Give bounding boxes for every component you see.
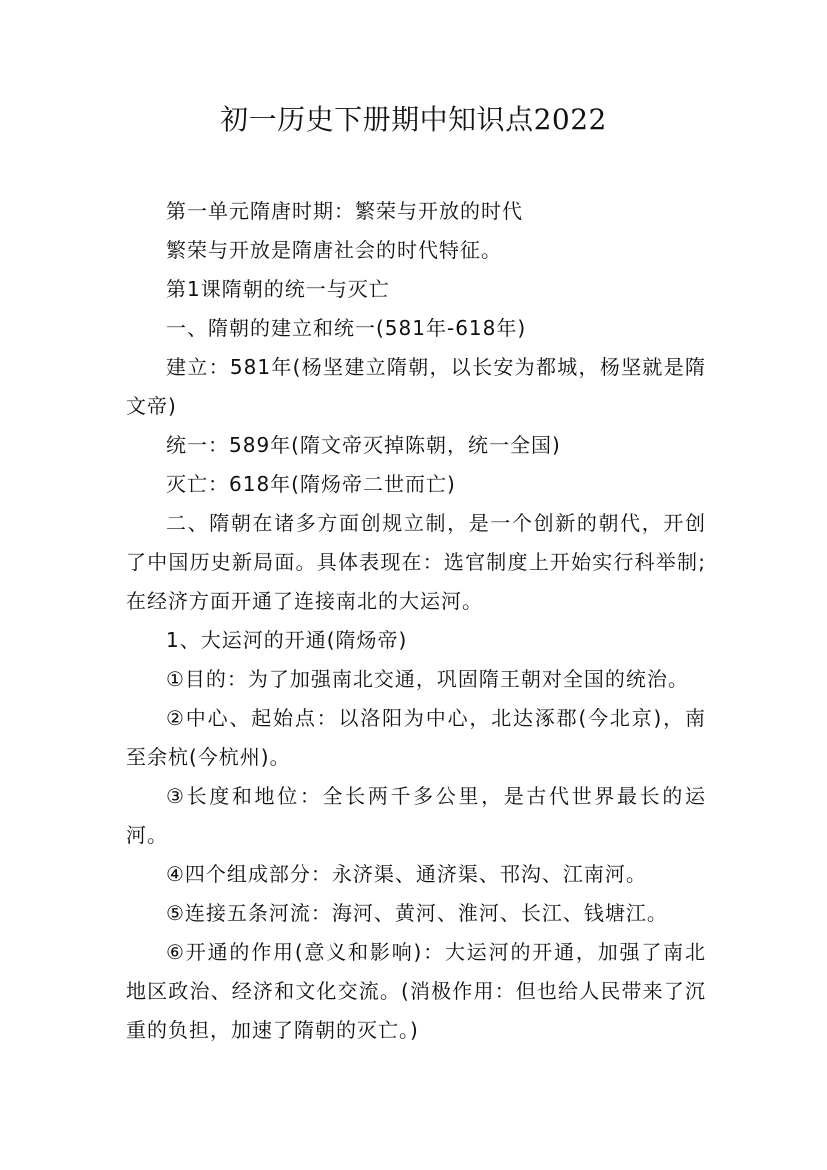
paragraph-five-rivers: ⑤连接五条河流：海河、黄河、淮河、长江、钱塘江。 xyxy=(166,901,668,925)
paragraph-purpose: ①目的：为了加强南北交通，巩固隋王朝对全国的统治。 xyxy=(166,667,689,691)
document-title: 初一历史下册期中知识点2022 xyxy=(220,103,607,136)
document-body xyxy=(126,192,706,1050)
paragraph-establishment: 建立：581年(杨坚建立隋朝，以长安为都城，杨坚就是隋文帝) xyxy=(126,355,706,418)
paragraph-section-two: 二、隋朝在诸多方面创规立制，是一个创新的朝代，开创了中国历史新局面。具体表现在：选官制度上开始实行科举制;在经济方面开通了连接南北的大运河。 xyxy=(126,511,706,613)
paragraph-significance: ⑥开通的作用(意义和影响)：大运河的开通，加强了南北地区政治、经济和文化交流。(消极作用：但也给人民带来了沉重的负担，加速了隋朝的灭亡。) xyxy=(126,940,706,1042)
paragraph-unit-feature: 繁荣与开放是隋唐社会的时代特征。 xyxy=(166,238,502,262)
paragraph-center-endpoints: ②中心、起始点：以洛阳为中心，北达涿郡(今北京)，南至余杭(今杭州)。 xyxy=(126,706,706,769)
paragraph-unification: 统一：589年(隋文帝灭掉陈朝，统一全国) xyxy=(166,433,561,457)
paragraph-grand-canal-heading: 1、大运河的开通(隋炀帝) xyxy=(166,628,408,652)
paragraph-lesson-heading: 第1课隋朝的统一与灭亡 xyxy=(166,277,390,301)
paragraph-length-status: ③长度和地位：全长两千多公里，是古代世界最长的运河。 xyxy=(126,784,706,847)
paragraph-section-one: 一、隋朝的建立和统一(581年-618年) xyxy=(166,316,527,340)
paragraph-unit-heading: 第一单元隋唐时期：繁荣与开放的时代 xyxy=(166,199,523,223)
paragraph-four-parts: ④四个组成部分：永济渠、通济渠、邗沟、江南河。 xyxy=(166,862,647,886)
paragraph-fall: 灭亡：618年(隋炀帝二世而亡) xyxy=(166,472,456,496)
